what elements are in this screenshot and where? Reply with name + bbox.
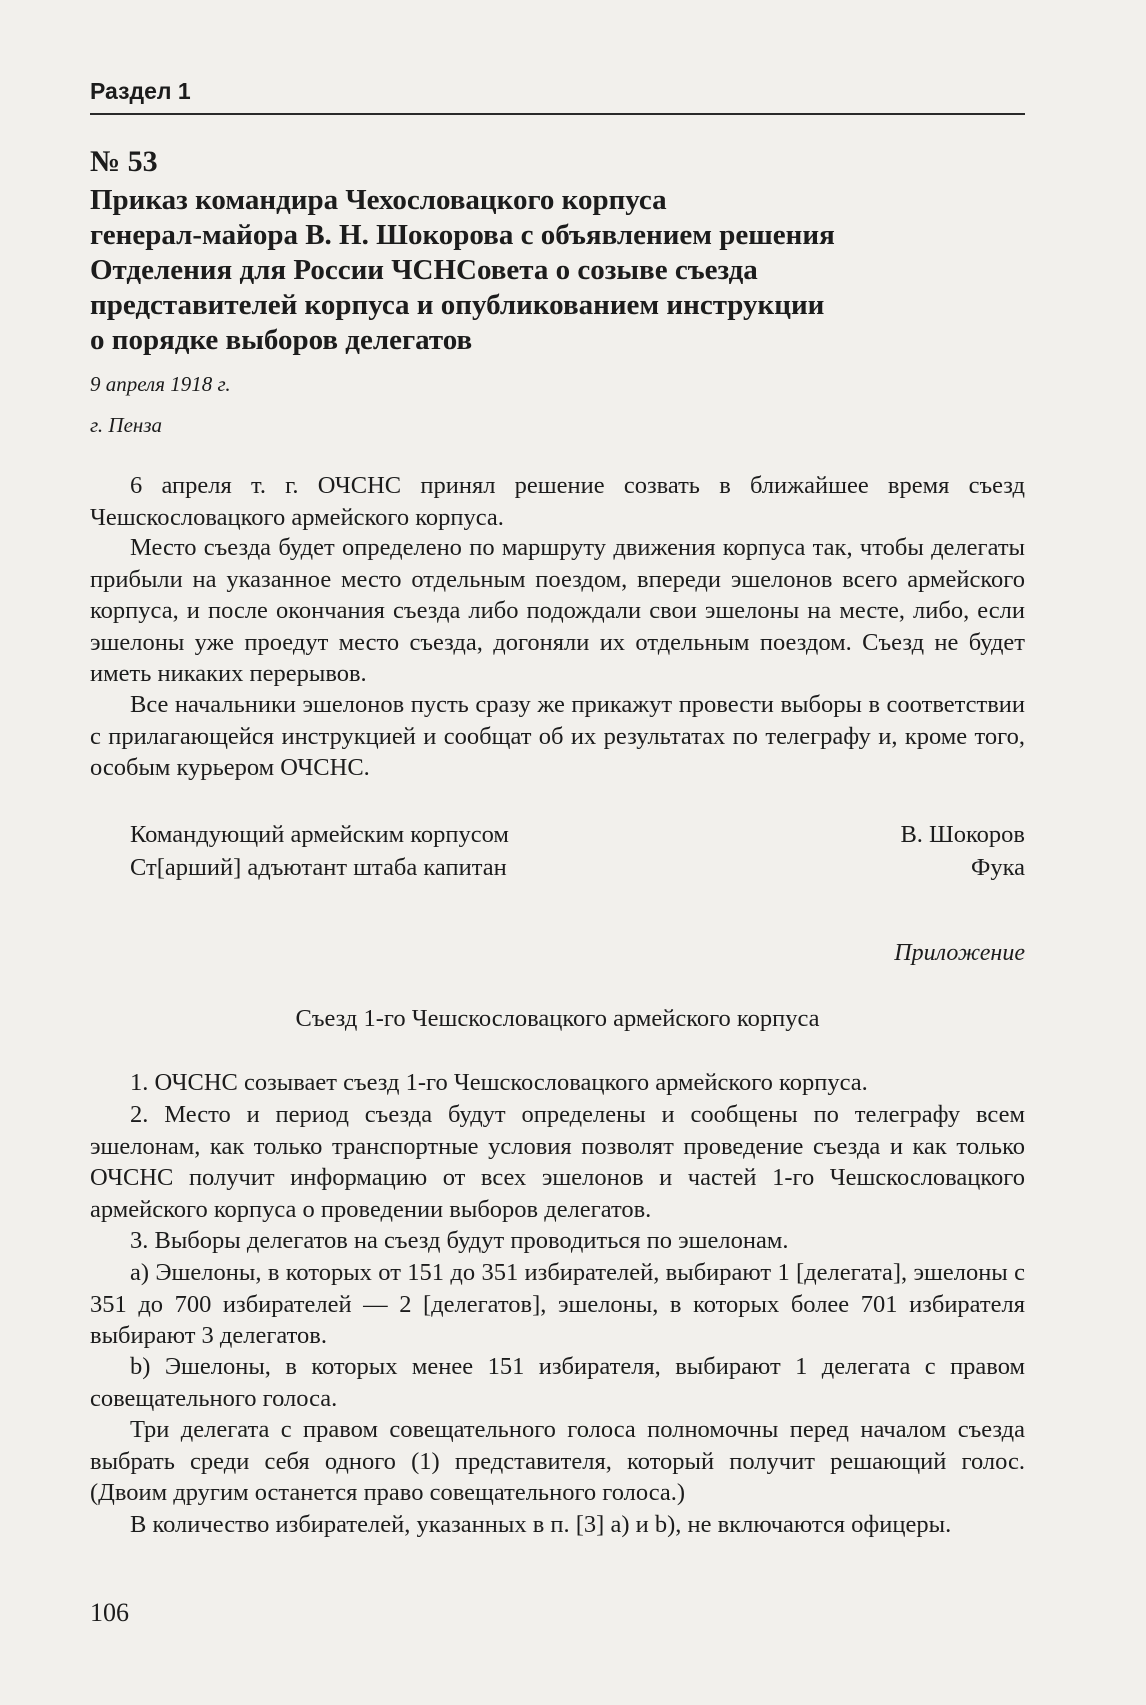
- paragraph-text: b) Эшелоны, в которых менее 151 избирателя, выбирают 1 делегата с правом совещательного голоса.: [90, 1353, 1025, 1412]
- signature-row: [130, 818, 1025, 851]
- appendix-paragraph: [90, 1509, 1025, 1541]
- paragraph-text: Все начальники эшелонов пусть сразу же прикажут провести выборы в соответствии с прилагающейся инструкцией и сообщат об их результатах по телеграфу и, кроме того, особым курьером ОЧСНС.: [90, 691, 1025, 781]
- signature-row: [130, 851, 1025, 884]
- document-number: № 53: [90, 145, 158, 178]
- appendix-paragraph: [90, 1257, 1025, 1352]
- title-line: Приказ командира Чехословацкого корпуса: [90, 184, 667, 216]
- signature-role: Ст[арший] адъютант штаба капитан: [130, 854, 507, 881]
- signature-name: В. Шокоров: [900, 821, 1025, 848]
- title-line: о порядке выборов делегатов: [90, 324, 473, 356]
- order-paragraph: [90, 689, 1025, 784]
- appendix-label: Приложение: [894, 940, 1025, 966]
- title-line: генерал-майора В. Н. Шокорова с объявлением решения: [90, 219, 835, 251]
- page-number: 106: [90, 1598, 129, 1627]
- running-header: Раздел 1: [90, 78, 191, 104]
- signature-block: [130, 818, 1025, 884]
- paragraph-text: Три делегата с правом совещательного голоса полномочны перед началом съезда выбрать среди себя одного (1) представителя, который получит решающий голос. (Двоим другим останется право совещательного голоса.): [90, 1416, 1025, 1506]
- document-date: 9 апреля 1918 г.: [90, 372, 231, 396]
- title-line: представителей корпуса и опубликованием инструкции: [90, 289, 825, 321]
- document-title: [90, 183, 1030, 358]
- signature-name: Фука: [970, 854, 1025, 881]
- appendix-title: Съезд 1-го Чешскословацкого армейского корпуса: [295, 1005, 820, 1032]
- paragraph-text: 6 апреля т. г. ОЧСНС принял решение созвать в ближайшее время съезд Чешскословацкого армейского корпуса.: [90, 472, 1025, 531]
- appendix-paragraph: [90, 1067, 1025, 1099]
- paragraph-text: 1. ОЧСНС созывает съезд 1-го Чешскословацкого армейского корпуса.: [130, 1069, 868, 1096]
- order-paragraph: [90, 470, 1025, 533]
- appendix-paragraph: [90, 1351, 1025, 1414]
- document-place: г. Пенза: [90, 413, 163, 437]
- appendix-paragraph: [90, 1414, 1025, 1509]
- header-divider: [90, 113, 1025, 115]
- paragraph-text: 3. Выборы делегатов на съезд будут проводиться по эшелонам.: [130, 1227, 789, 1254]
- signature-role: Командующий армейским корпусом: [130, 821, 509, 848]
- appendix-paragraph: [90, 1225, 1025, 1257]
- paragraph-text: В количество избирателей, указанных в п. [3] a) и b), не включаются офицеры.: [130, 1511, 952, 1538]
- title-line: Отделения для России ЧСНСовета о созыве съезда: [90, 254, 758, 286]
- paragraph-text: 2. Место и период съезда будут определены и сообщены по телеграфу всем эшелонам, как только транспортные условия позволят проведение съезда и как только ОЧСНС получит информацию от всех эшелонов и частей 1-го Чешскословацкого армейского корпуса о проведении выборов делегатов.: [90, 1101, 1025, 1223]
- appendix-paragraph: [90, 1099, 1025, 1225]
- paragraph-text: a) Эшелоны, в которых от 151 до 351 избирателей, выбирают 1 [делегата], эшелоны с 351 до 700 избирателей — 2 [делегатов], эшелоны, в которых более 701 избирателя выбирают 3 делегатов.: [90, 1259, 1025, 1349]
- paragraph-text: Место съезда будет определено по маршруту движения корпуса так, чтобы делегаты прибыли на указанное место отдельным поездом, впереди эшелонов всего армейского корпуса, и после окончания съезда либо подождали свои эшелоны на месте, либо, если эшелоны уже проедут место съезда, догоняли их отдельным поездом. Съезд не будет иметь никаких перерывов.: [90, 534, 1025, 687]
- order-paragraph: [90, 532, 1025, 690]
